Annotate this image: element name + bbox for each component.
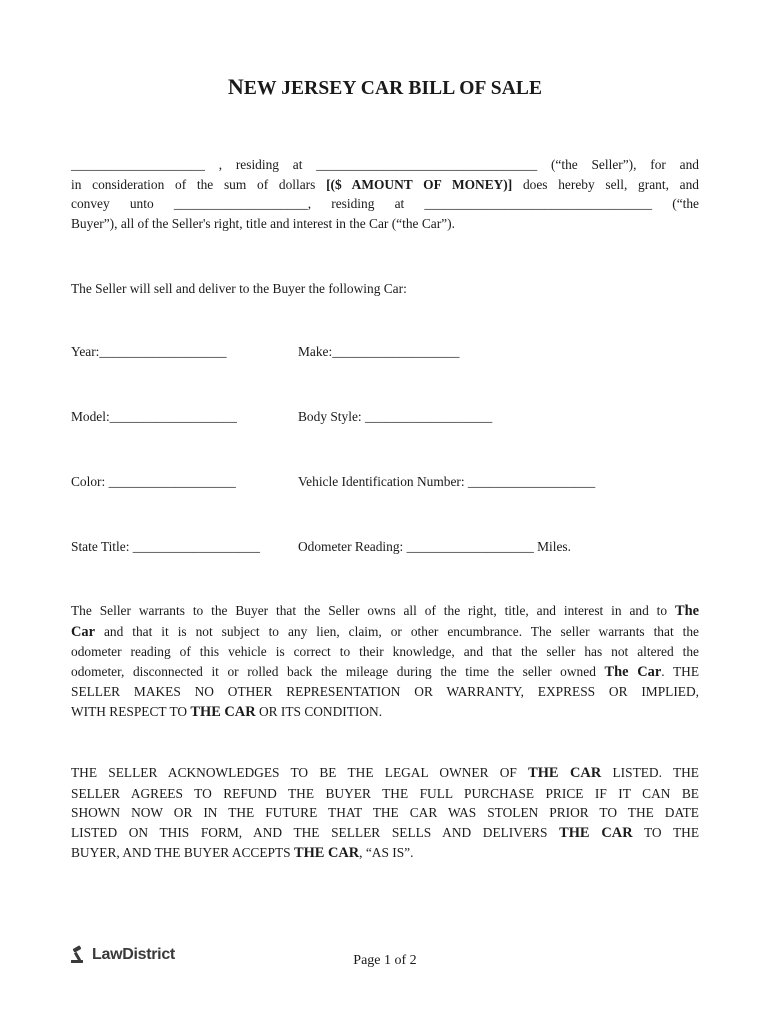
seller-address-blank: _________________________________ xyxy=(316,157,538,172)
page-number: Page 1 of 2 xyxy=(353,953,417,968)
intro-line-3: convey unto ____________________, residing at __________________________________ (“the xyxy=(71,196,699,212)
amount-placeholder: [($ AMOUNT OF MONEY)] xyxy=(326,176,513,192)
intro-line-1: ____________________ , residing at _________________________________ (“the Seller”), for and xyxy=(71,157,699,172)
buyer-address-blank: __________________________________ xyxy=(424,196,653,212)
buyer-name-blank: ____________________ xyxy=(173,196,308,212)
intro-paragraph xyxy=(71,155,699,233)
seller-name-blank: ____________________ xyxy=(71,157,205,172)
warranty-paragraph: The Seller warrants to the Buyer that the Seller owns all of the right, title, and interest in and to The Car and that it is not subject to any lien, claim, or other encumbrance. The seller warrants that the odometer reading of this vehicle is correct to their knowledge, and that the seller has not altered the odometer, disconnected it or rolled back the mileage during the time the seller owned The Car. THE SELLER MAKES NO OTHER REPRESENTATION OR WARRANTY, EXPRESS OR IMPLIED, WITH RESPECT TO THE CAR OR ITS CONDITION. xyxy=(71,603,699,720)
document-title: NEW JERSEY CAR BILL OF SALE xyxy=(227,74,543,99)
make-field: Make:___________________ xyxy=(298,344,460,359)
color-field: Color: ___________________ xyxy=(71,474,236,489)
odometer-field: Odometer Reading: ___________________ Miles. xyxy=(298,539,571,554)
intro-line-4: Buyer”), all of the Seller's right, title and interest in the Car (“the Car”). xyxy=(71,215,455,231)
state-title-field: State Title: ___________________ xyxy=(71,539,260,554)
lead-sentence: The Seller will sell and deliver to the Buyer the following Car: xyxy=(71,281,407,296)
vin-field: Vehicle Identification Number: ___________________ xyxy=(298,474,596,489)
model-field: Model:___________________ xyxy=(71,409,237,424)
year-field: Year:___________________ xyxy=(71,344,227,359)
acknowledgement-paragraph: THE SELLER ACKNOWLEDGES TO BE THE LEGAL OWNER OF THE CAR LISTED. THE SELLER AGREES TO REFUND THE BUYER THE FULL PURCHASE PRICE IF IT CAN BE SHOWN NOW OR IN THE FUTURE THAT THE CAR WAS STOLEN PRIOR TO THE DATE LISTED ON THIS FORM, AND THE SELLER SELLS AND DELIVERS THE CAR TO THE BUYER, AND THE BUYER ACCEPTS THE CAR, “AS IS”. xyxy=(71,765,700,862)
body-style-field: Body Style: ___________________ xyxy=(298,409,493,424)
lawdistrict-logo: LawDistrict xyxy=(70,944,175,966)
intro-line-2: in consideration of the sum of dollars [($ AMOUNT OF MONEY)] does hereby sell, grant, and xyxy=(71,176,699,192)
